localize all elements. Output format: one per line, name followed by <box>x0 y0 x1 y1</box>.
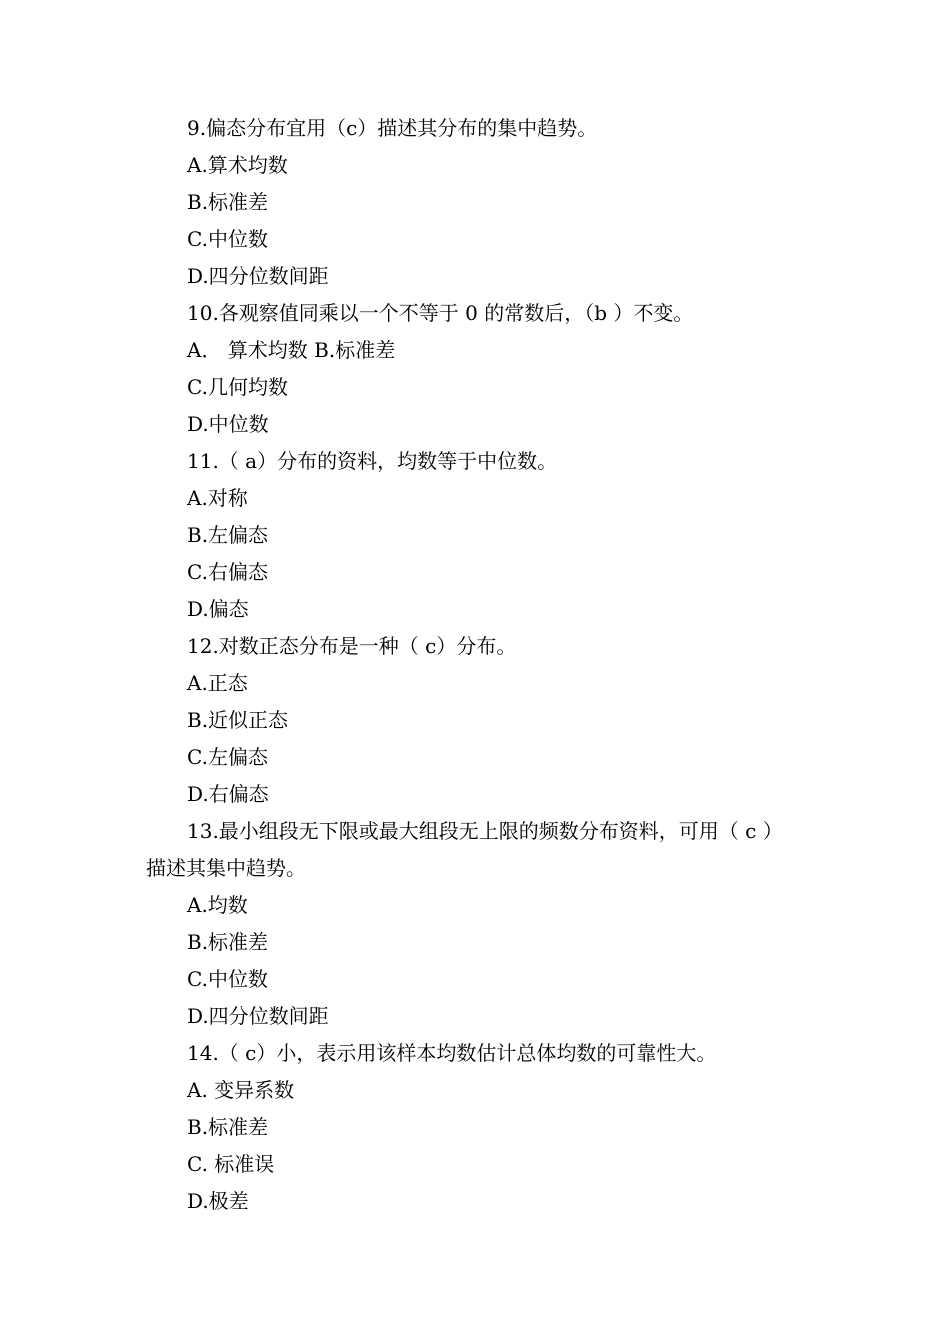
question-14-option-c: C. 标准误 <box>187 1152 275 1176</box>
question-14-stem: 14.（ c）小，表示用该样本均数估计总体均数的可靠性大。 <box>187 1041 717 1065</box>
question-13-option-d: D.四分位数间距 <box>187 1004 329 1028</box>
question-10-option-c: C.几何均数 <box>187 375 288 399</box>
question-14-option-d: D.极差 <box>187 1189 249 1213</box>
question-list <box>146 110 836 1220</box>
question-10-option-ab: A． 算术均数 B.标准差 <box>187 338 396 362</box>
question-11-option-c: C.右偏态 <box>187 560 268 584</box>
question-13-option-c: C.中位数 <box>187 967 268 991</box>
question-12-option-b: B.近似正态 <box>187 708 289 732</box>
question-12-option-c: C.左偏态 <box>187 745 268 769</box>
question-10-option-d: D.中位数 <box>187 412 269 436</box>
question-10-stem: 10.各观察值同乘以一个不等于 0 的常数后，（b ）不变。 <box>187 301 694 325</box>
question-11-option-a: A.对称 <box>187 486 248 510</box>
question-9-option-a: A.算术均数 <box>187 153 288 177</box>
question-9-option-d: D.四分位数间距 <box>187 264 329 288</box>
question-11-option-b: B.左偏态 <box>187 523 269 547</box>
question-13-option-b: B.标准差 <box>187 930 269 954</box>
question-9-stem: 9.偏态分布宜用（c）描述其分布的集中趋势。 <box>187 116 598 140</box>
question-12-stem: 12.对数正态分布是一种（ c）分布。 <box>187 634 517 658</box>
question-14-option-b: B.标准差 <box>187 1115 269 1139</box>
question-13-option-a: A.均数 <box>187 893 248 917</box>
question-11-option-d: D.偏态 <box>187 597 249 621</box>
question-13-stem-line-1: 13.最小组段无下限或最大组段无上限的频数分布资料，可用（ c ） <box>187 819 783 843</box>
question-14-option-a: A. 变异系数 <box>187 1078 295 1102</box>
question-12-option-d: D.右偏态 <box>187 782 269 806</box>
question-13-stem-line-2: 描述其集中趋势。 <box>146 856 306 880</box>
question-9-option-c: C.中位数 <box>187 227 268 251</box>
question-9-option-b: B.标准差 <box>187 190 269 214</box>
question-12-option-a: A.正态 <box>187 671 248 695</box>
question-11-stem: 11.（ a）分布的资料，均数等于中位数。 <box>187 449 558 473</box>
